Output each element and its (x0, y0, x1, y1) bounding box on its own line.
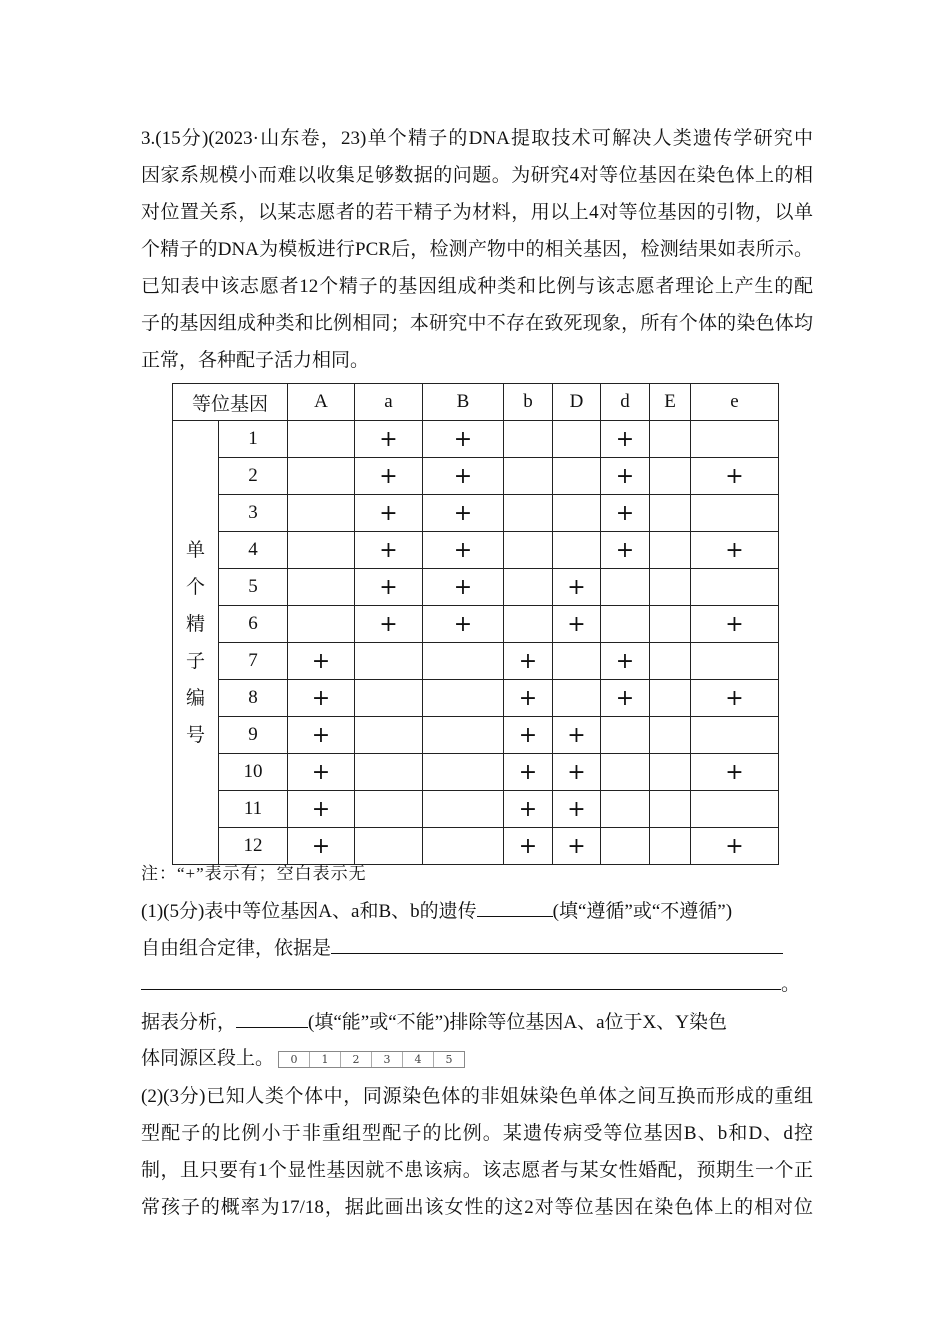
sperm-id-cell: 8 (219, 680, 288, 717)
sperm-id-cell: 2 (219, 458, 288, 495)
gene-presence-cell: + (601, 680, 650, 717)
gene-presence-cell (355, 754, 423, 791)
gene-presence-cell: + (423, 569, 504, 606)
gene-presence-cell (355, 643, 423, 680)
q1-text: (填“能”或“不能”)排除等位基因A、a位于X、Y染色 (308, 1012, 728, 1033)
gene-presence-cell (504, 532, 553, 569)
q1-line-3 (141, 966, 813, 1003)
gene-presence-cell (650, 569, 691, 606)
gene-presence-cell (650, 606, 691, 643)
gene-presence-cell (650, 532, 691, 569)
gene-presence-cell: + (423, 606, 504, 643)
q1-text: 据表分析， (141, 1012, 237, 1033)
table-row (173, 828, 779, 865)
table-row (173, 532, 779, 569)
gene-presence-cell (553, 495, 601, 532)
gene-presence-cell: + (288, 754, 355, 791)
allele-header: E (650, 384, 691, 421)
q2-line: 制，且只要有1个显性基因就不患该病。该志愿者与某女性婚配，预期生一个正 (141, 1160, 813, 1181)
allele-header: B (423, 384, 504, 421)
gene-presence-cell: + (553, 606, 601, 643)
gene-presence-cell (288, 532, 355, 569)
gene-presence-cell (553, 532, 601, 569)
gene-presence-cell (650, 791, 691, 828)
corner-header: 等位基因 (173, 384, 288, 421)
intro-line: 子的基因组成种类和比例相同；本研究中不存在致死现象，所有个体的染色体均 (141, 313, 813, 334)
q1-line-2 (141, 929, 813, 966)
intro-line: 3.(15分)(2023·山东卷，23)单个精子的DNA提取技术可解决人类遗传学研究中 (141, 128, 813, 149)
gene-presence-cell (288, 421, 355, 458)
gene-presence-cell (601, 606, 650, 643)
allele-header: A (288, 384, 355, 421)
gene-presence-cell: + (601, 532, 650, 569)
gene-presence-cell: + (504, 791, 553, 828)
gene-presence-cell (288, 458, 355, 495)
table-header-row (173, 384, 779, 421)
q2-line: (2)(3分)已知人类个体中，同源染色体的非姐妹染色单体之间互换而形成的重组 (141, 1086, 813, 1107)
gene-presence-cell: + (601, 421, 650, 458)
side-label (173, 532, 218, 754)
gene-presence-cell (423, 643, 504, 680)
answer-blank[interactable] (477, 892, 553, 917)
gene-presence-cell (423, 828, 504, 865)
table-row (173, 717, 779, 754)
table-row (173, 495, 779, 532)
gene-presence-cell: + (691, 828, 779, 865)
gene-presence-cell: + (601, 458, 650, 495)
q1-line-5 (141, 1040, 813, 1077)
gene-presence-cell (691, 791, 779, 828)
gene-presence-cell (504, 421, 553, 458)
side-label-char: 编 (185, 687, 205, 709)
gene-presence-cell (288, 606, 355, 643)
gene-presence-cell: + (288, 717, 355, 754)
gene-presence-cell: + (504, 717, 553, 754)
gene-presence-cell: + (553, 754, 601, 791)
gene-presence-cell: + (504, 828, 553, 865)
side-label-char: 号 (185, 724, 205, 746)
gene-presence-cell (504, 495, 553, 532)
gene-presence-cell (650, 458, 691, 495)
gene-presence-cell: + (553, 569, 601, 606)
gene-presence-cell: + (423, 532, 504, 569)
gene-presence-cell (423, 680, 504, 717)
sperm-id-cell: 5 (219, 569, 288, 606)
gene-presence-cell: + (288, 643, 355, 680)
gene-presence-cell: + (423, 458, 504, 495)
gene-presence-cell (601, 717, 650, 754)
gene-presence-cell (601, 754, 650, 791)
table-note: 注：“+”表示有；空白表示无 (141, 864, 367, 883)
gene-presence-cell (601, 791, 650, 828)
side-label-char: 子 (185, 650, 205, 672)
gene-presence-cell: + (288, 791, 355, 828)
gene-presence-cell: + (355, 495, 423, 532)
gene-presence-cell (691, 495, 779, 532)
q2-line: 常孩子的概率为17/18，据此画出该女性的这2对等位基因在染色体上的相对位 (141, 1197, 813, 1218)
question-intro (141, 120, 813, 379)
sperm-id-cell: 6 (219, 606, 288, 643)
sperm-id-cell: 11 (219, 791, 288, 828)
table-row (173, 569, 779, 606)
gene-presence-cell: + (553, 791, 601, 828)
sperm-gene-table (172, 383, 779, 865)
gene-presence-cell: + (553, 717, 601, 754)
sperm-id-cell: 1 (219, 421, 288, 458)
side-label-cell (173, 421, 219, 865)
table-row (173, 458, 779, 495)
gene-presence-cell: + (691, 680, 779, 717)
gene-presence-cell: + (691, 532, 779, 569)
q1-text: 体同源区段上。 (141, 1048, 275, 1069)
gene-presence-cell: + (355, 458, 423, 495)
gene-presence-cell: + (355, 532, 423, 569)
side-label-char: 个 (185, 576, 205, 598)
intro-line: 对位置关系，以某志愿者的若干精子为材料，用以上4对等位基因的引物，以单 (141, 202, 813, 223)
score-option[interactable]: 5 (445, 1053, 453, 1067)
gene-presence-cell (650, 680, 691, 717)
score-option[interactable]: 2 (341, 1052, 372, 1067)
q2-line: 型配子的比例小于非重组型配子的比例。某遗传病受等位基因B、b和D、d控 (141, 1123, 813, 1144)
sperm-id-cell: 3 (219, 495, 288, 532)
intro-line: 已知表中该志愿者12个精子的基因组成种类和比例与该志愿者理论上产生的配 (141, 276, 813, 297)
gene-presence-cell: + (288, 680, 355, 717)
gene-presence-cell (601, 828, 650, 865)
side-label-char: 单 (185, 539, 205, 561)
gene-presence-cell (504, 606, 553, 643)
allele-header: d (601, 384, 650, 421)
intro-line: 因家系规模小而难以收集足够数据的问题。为研究4对等位基因在染色体上的相 (141, 165, 813, 186)
sperm-id-cell: 12 (219, 828, 288, 865)
gene-presence-cell (691, 643, 779, 680)
gene-presence-cell (601, 569, 650, 606)
gene-presence-cell (553, 680, 601, 717)
table-row (173, 606, 779, 643)
gene-presence-cell: + (423, 421, 504, 458)
gene-presence-cell: + (504, 680, 553, 717)
gene-presence-cell: + (288, 828, 355, 865)
score-option[interactable]: 0 (279, 1052, 310, 1067)
gene-presence-cell: + (504, 643, 553, 680)
gene-presence-cell (355, 828, 423, 865)
table-row (173, 754, 779, 791)
gene-presence-cell: + (691, 606, 779, 643)
sperm-id-cell: 9 (219, 717, 288, 754)
q1-line-4 (141, 1003, 813, 1040)
gene-presence-cell: + (691, 458, 779, 495)
gene-presence-cell (423, 754, 504, 791)
gene-presence-cell: + (355, 569, 423, 606)
gene-presence-cell (355, 680, 423, 717)
intro-line: 个精子的DNA为模板进行PCR后，检测产物中的相关基因，检测结果如表所示。 (141, 239, 813, 260)
sperm-id-cell: 7 (219, 643, 288, 680)
score-option[interactable]: 1 (310, 1052, 341, 1067)
gene-presence-cell (650, 421, 691, 458)
allele-header: D (553, 384, 601, 421)
gene-presence-cell: + (601, 643, 650, 680)
question-2 (141, 1078, 813, 1226)
gene-presence-cell (355, 717, 423, 754)
gene-presence-cell: + (423, 495, 504, 532)
score-box[interactable] (278, 1051, 465, 1068)
allele-header: a (355, 384, 423, 421)
gene-presence-cell: + (553, 828, 601, 865)
q1-line-1 (141, 892, 813, 929)
table-row (173, 791, 779, 828)
gene-presence-cell (288, 495, 355, 532)
gene-presence-cell (650, 495, 691, 532)
score-option[interactable]: 4 (403, 1052, 434, 1067)
gene-presence-cell (650, 754, 691, 791)
sperm-id-cell: 10 (219, 754, 288, 791)
gene-presence-cell: + (355, 606, 423, 643)
allele-header: b (504, 384, 553, 421)
gene-presence-cell (650, 828, 691, 865)
score-option[interactable]: 3 (372, 1052, 403, 1067)
gene-presence-cell: + (504, 754, 553, 791)
answer-blank[interactable] (331, 929, 783, 954)
q1-text: 。 (781, 974, 801, 995)
gene-presence-cell (691, 569, 779, 606)
q1-text: 自由组合定律，依据是 (141, 938, 332, 959)
gene-presence-cell (504, 458, 553, 495)
q1-text: (1)(5分)表中等位基因A、a和B、b的遗传 (141, 901, 477, 922)
question-1 (141, 892, 813, 1077)
gene-presence-cell (691, 717, 779, 754)
allele-header: e (691, 384, 779, 421)
q1-text: (填“遵循”或“不遵循”) (552, 901, 733, 922)
gene-presence-cell: + (355, 421, 423, 458)
intro-line: 正常，各种配子活力相同。 (141, 350, 370, 371)
gene-presence-cell (691, 421, 779, 458)
gene-presence-cell (423, 791, 504, 828)
gene-presence-cell (423, 717, 504, 754)
answer-blank[interactable] (141, 967, 781, 990)
answer-blank[interactable] (236, 1003, 308, 1028)
gene-presence-cell (553, 643, 601, 680)
gene-presence-cell (504, 569, 553, 606)
gene-presence-cell (650, 717, 691, 754)
gene-presence-cell (355, 791, 423, 828)
gene-presence-cell (553, 458, 601, 495)
gene-presence-cell (650, 643, 691, 680)
table-row (173, 421, 779, 458)
sperm-id-cell: 4 (219, 532, 288, 569)
table-row (173, 680, 779, 717)
table-row (173, 643, 779, 680)
side-label-char: 精 (185, 613, 205, 635)
gene-presence-cell (288, 569, 355, 606)
gene-presence-cell: + (691, 754, 779, 791)
gene-presence-cell: + (601, 495, 650, 532)
gene-presence-cell (553, 421, 601, 458)
